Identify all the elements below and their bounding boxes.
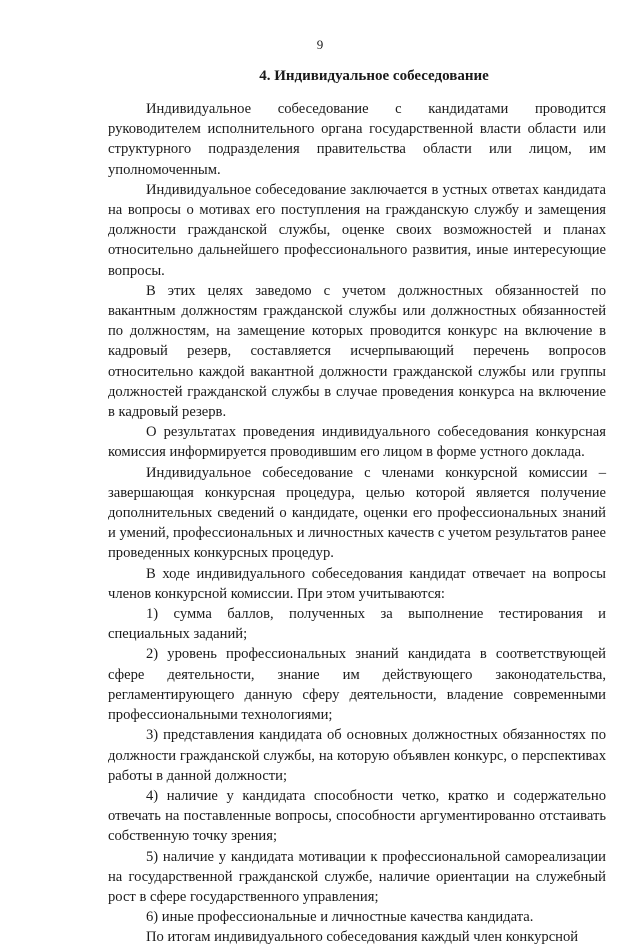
paragraph: В этих целях заведомо с учетом должностных обязанностей по вакантным должностям гражданской службы или должностных обязанностей по должностям, на замещение которых проводится конкурс на включение в кадровый резерв, составляется исчерпывающий перечень вопросов относительно каждой вакантной должности гражданской службы или группы должностей гражданской службы в случае проведения конкурса на включение в кадровый резерв.: [108, 282, 606, 421]
list-item: 4) наличие у кандидата способности четко, кратко и содержательно отвечать на поставленные вопросы, способности аргументированно отстаивать собственную точку зрения;: [108, 787, 606, 845]
page-number: 9: [316, 37, 324, 52]
paragraph: В ходе индивидуального собеседования кандидат отвечает на вопросы членов конкурсной комиссии. При этом учитываются:: [108, 565, 606, 602]
paragraph: По итогам индивидуального собеседования каждый член конкурсной: [146, 929, 579, 946]
section-body: [108, 99, 606, 948]
paragraph: Индивидуальное собеседование с кандидатами проводится руководителем исполнительного органа государственной власти области или структурного подразделения правительства области или лицом, им уполномоченным.: [108, 101, 606, 178]
list-item: 3) представления кандидата об основных должностных обязанностях по должности гражданской службы, на которую объявлен конкурс, о перспективах работы в данной должности;: [108, 727, 606, 784]
paragraph: О результатах проведения индивидуального собеседования конкурсная комиссия информируется проводившим его лицом в форме устного доклада.: [108, 424, 606, 461]
paragraph: Индивидуальное собеседование с членами конкурсной комиссии – завершающая конкурсная процедура, целью которой является получение дополнительных сведений о кандидате, оценки его профессиональных знаний и умений, профессиональных и личностных качеств с учетом результатов ранее проведенных конкурсных процедур.: [108, 464, 606, 562]
list-item: 6) иные профессиональные и личностные качества кандидата.: [146, 909, 534, 926]
list-item: 1) сумма баллов, полученных за выполнение тестирования и специальных заданий;: [108, 606, 606, 643]
list-item: 5) наличие у кандидата мотивации к профессиональной самореализации на государственной гражданской службе, наличие ориентации на служебный рост в сфере государственного управления;: [108, 848, 606, 905]
section-heading: 4. Индивидуальное собеседование: [259, 68, 489, 84]
paragraph: Индивидуальное собеседование заключается в устных ответах кандидата на вопросы о мотивах его поступления на гражданскую службу и замещения должности гражданской службы, оценке своих возможностей и планах относительно дальнейшего профессионального развития, иные интересующие вопросы.: [108, 181, 606, 279]
list-item: 2) уровень профессиональных знаний кандидата в соответствующей сфере деятельности, знание им действующего законодательства, регламентирующего данную сферу деятельности, владение современными профессиональными технологиями;: [108, 646, 606, 724]
